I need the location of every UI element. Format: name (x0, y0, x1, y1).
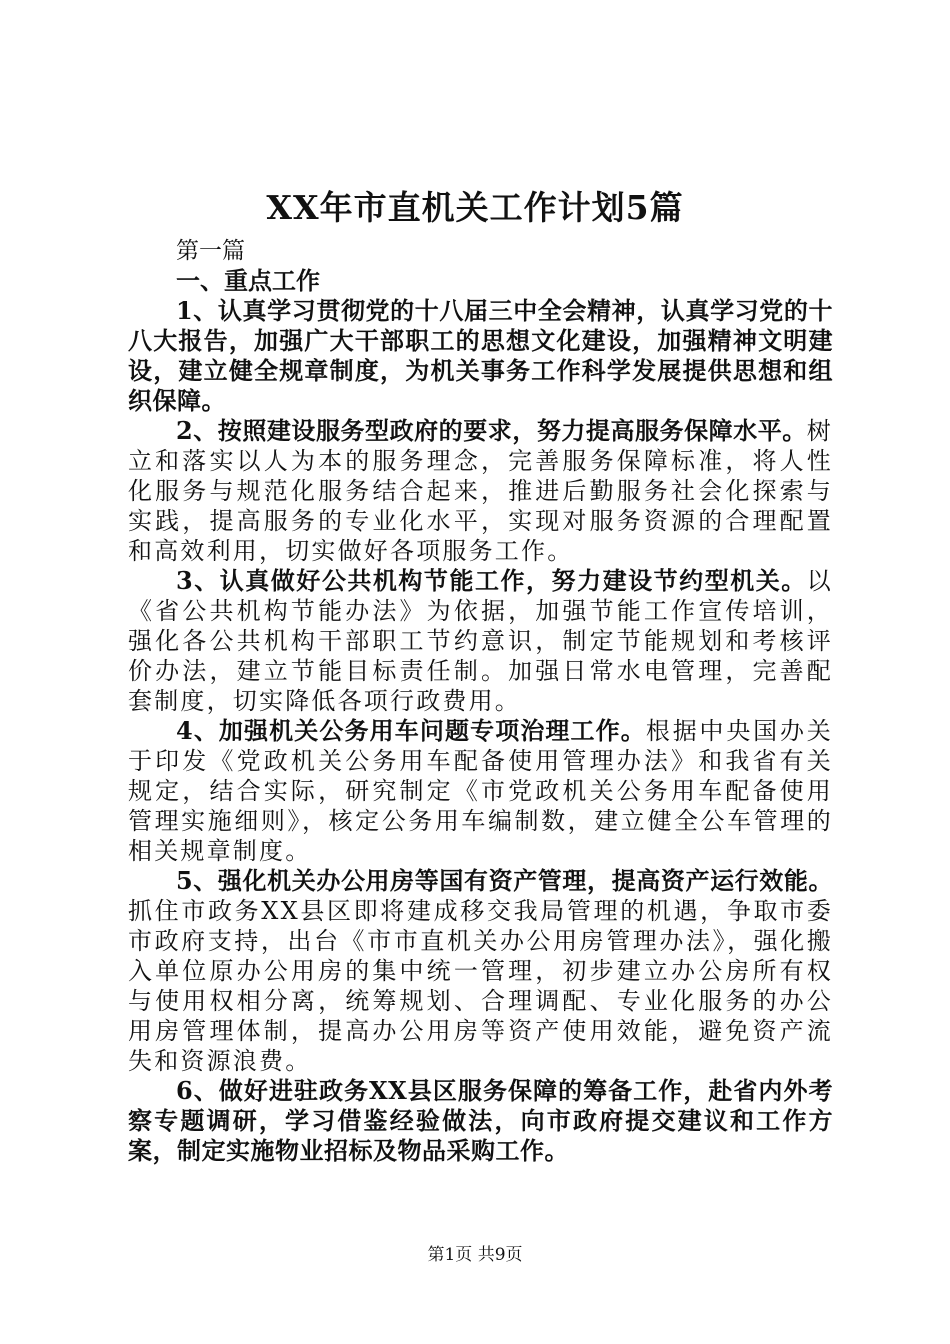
paragraph-text: 以《省公共机构节能办法》为依据，加强节能工作宣传培训，强化各公共机构干部职工节约意识，制定节能规划和考核评价办法，建立节能目标责任制。加强日常水电管理，完善配套制度，切实降低各项行政费用。 (128, 567, 833, 715)
paragraph-text: 抓住市政务XX县区即将建成移交我局管理的机遇，争取市委市政府支持，出台《市市直机关办公用房管理办法》，强化搬入单位原办公用房的集中统一管理，初步建立办公房所有权与使用权相分离，统筹规划、合理调配、专业化服务的办公用房管理体制，提高办公用房等资产使用效能，避免资产流失和资源浪费。 (128, 897, 833, 1075)
document-body (128, 236, 833, 1166)
paragraph-lead: 2、按照建设服务型政府的要求，努力提高服务保障水平。 (176, 416, 807, 445)
paragraph-lead: 5、强化机关办公用房等国有资产管理，提高资产运行效能。 (176, 866, 833, 895)
paragraph-1 (128, 296, 833, 416)
paragraph-5 (128, 866, 833, 1076)
paragraph-2 (128, 416, 833, 566)
section-heading: 一、重点工作 (176, 266, 320, 295)
section-label: 第一篇 (176, 238, 245, 264)
paragraph-4 (128, 716, 833, 866)
paragraph-lead: 6、做好进驻政务XX县区服务保障的筹备工作，赴省内外考察专题调研，学习借鉴经验做法，向市政府提交建议和工作方案，制定实施物业招标及物品采购工作。 (128, 1076, 833, 1165)
paragraph-6 (128, 1076, 833, 1166)
paragraph-lead: 3、认真做好公共机构节能工作，努力建设节约型机关。 (176, 566, 807, 595)
paragraph-3 (128, 566, 833, 716)
document-title: XX年市直机关工作计划5篇 (266, 188, 684, 227)
paragraph-text: 根据中央国办关于印发《党政机关公务用车配备使用管理办法》和我省有关规定，结合实际，研究制定《市党政机关公务用车配备使用管理实施细则》，核定公务用车编制数，建立健全公车管理的相关规章制度。 (128, 717, 833, 865)
paragraph-lead: 1、认真学习贯彻党的十八届三中全会精神，认真学习党的十八大报告，加强广大干部职工的思想文化建设，加强精神文明建设，建立健全规章制度，为机关事务工作科学发展提供思想和组织保障。 (128, 296, 833, 415)
page-footer: 第1页 共9页 (427, 1245, 523, 1265)
paragraph-text: 树立和落实以人为本的服务理念，完善服务保障标准，将人性化服务与规范化服务结合起来，推进后勤服务社会化探索与实践，提高服务的专业化水平，实现对服务资源的合理配置和高效利用，切实做好各项服务工作。 (128, 417, 833, 565)
paragraph-lead: 4、加强机关公务用车问题专项治理工作。 (176, 716, 646, 745)
